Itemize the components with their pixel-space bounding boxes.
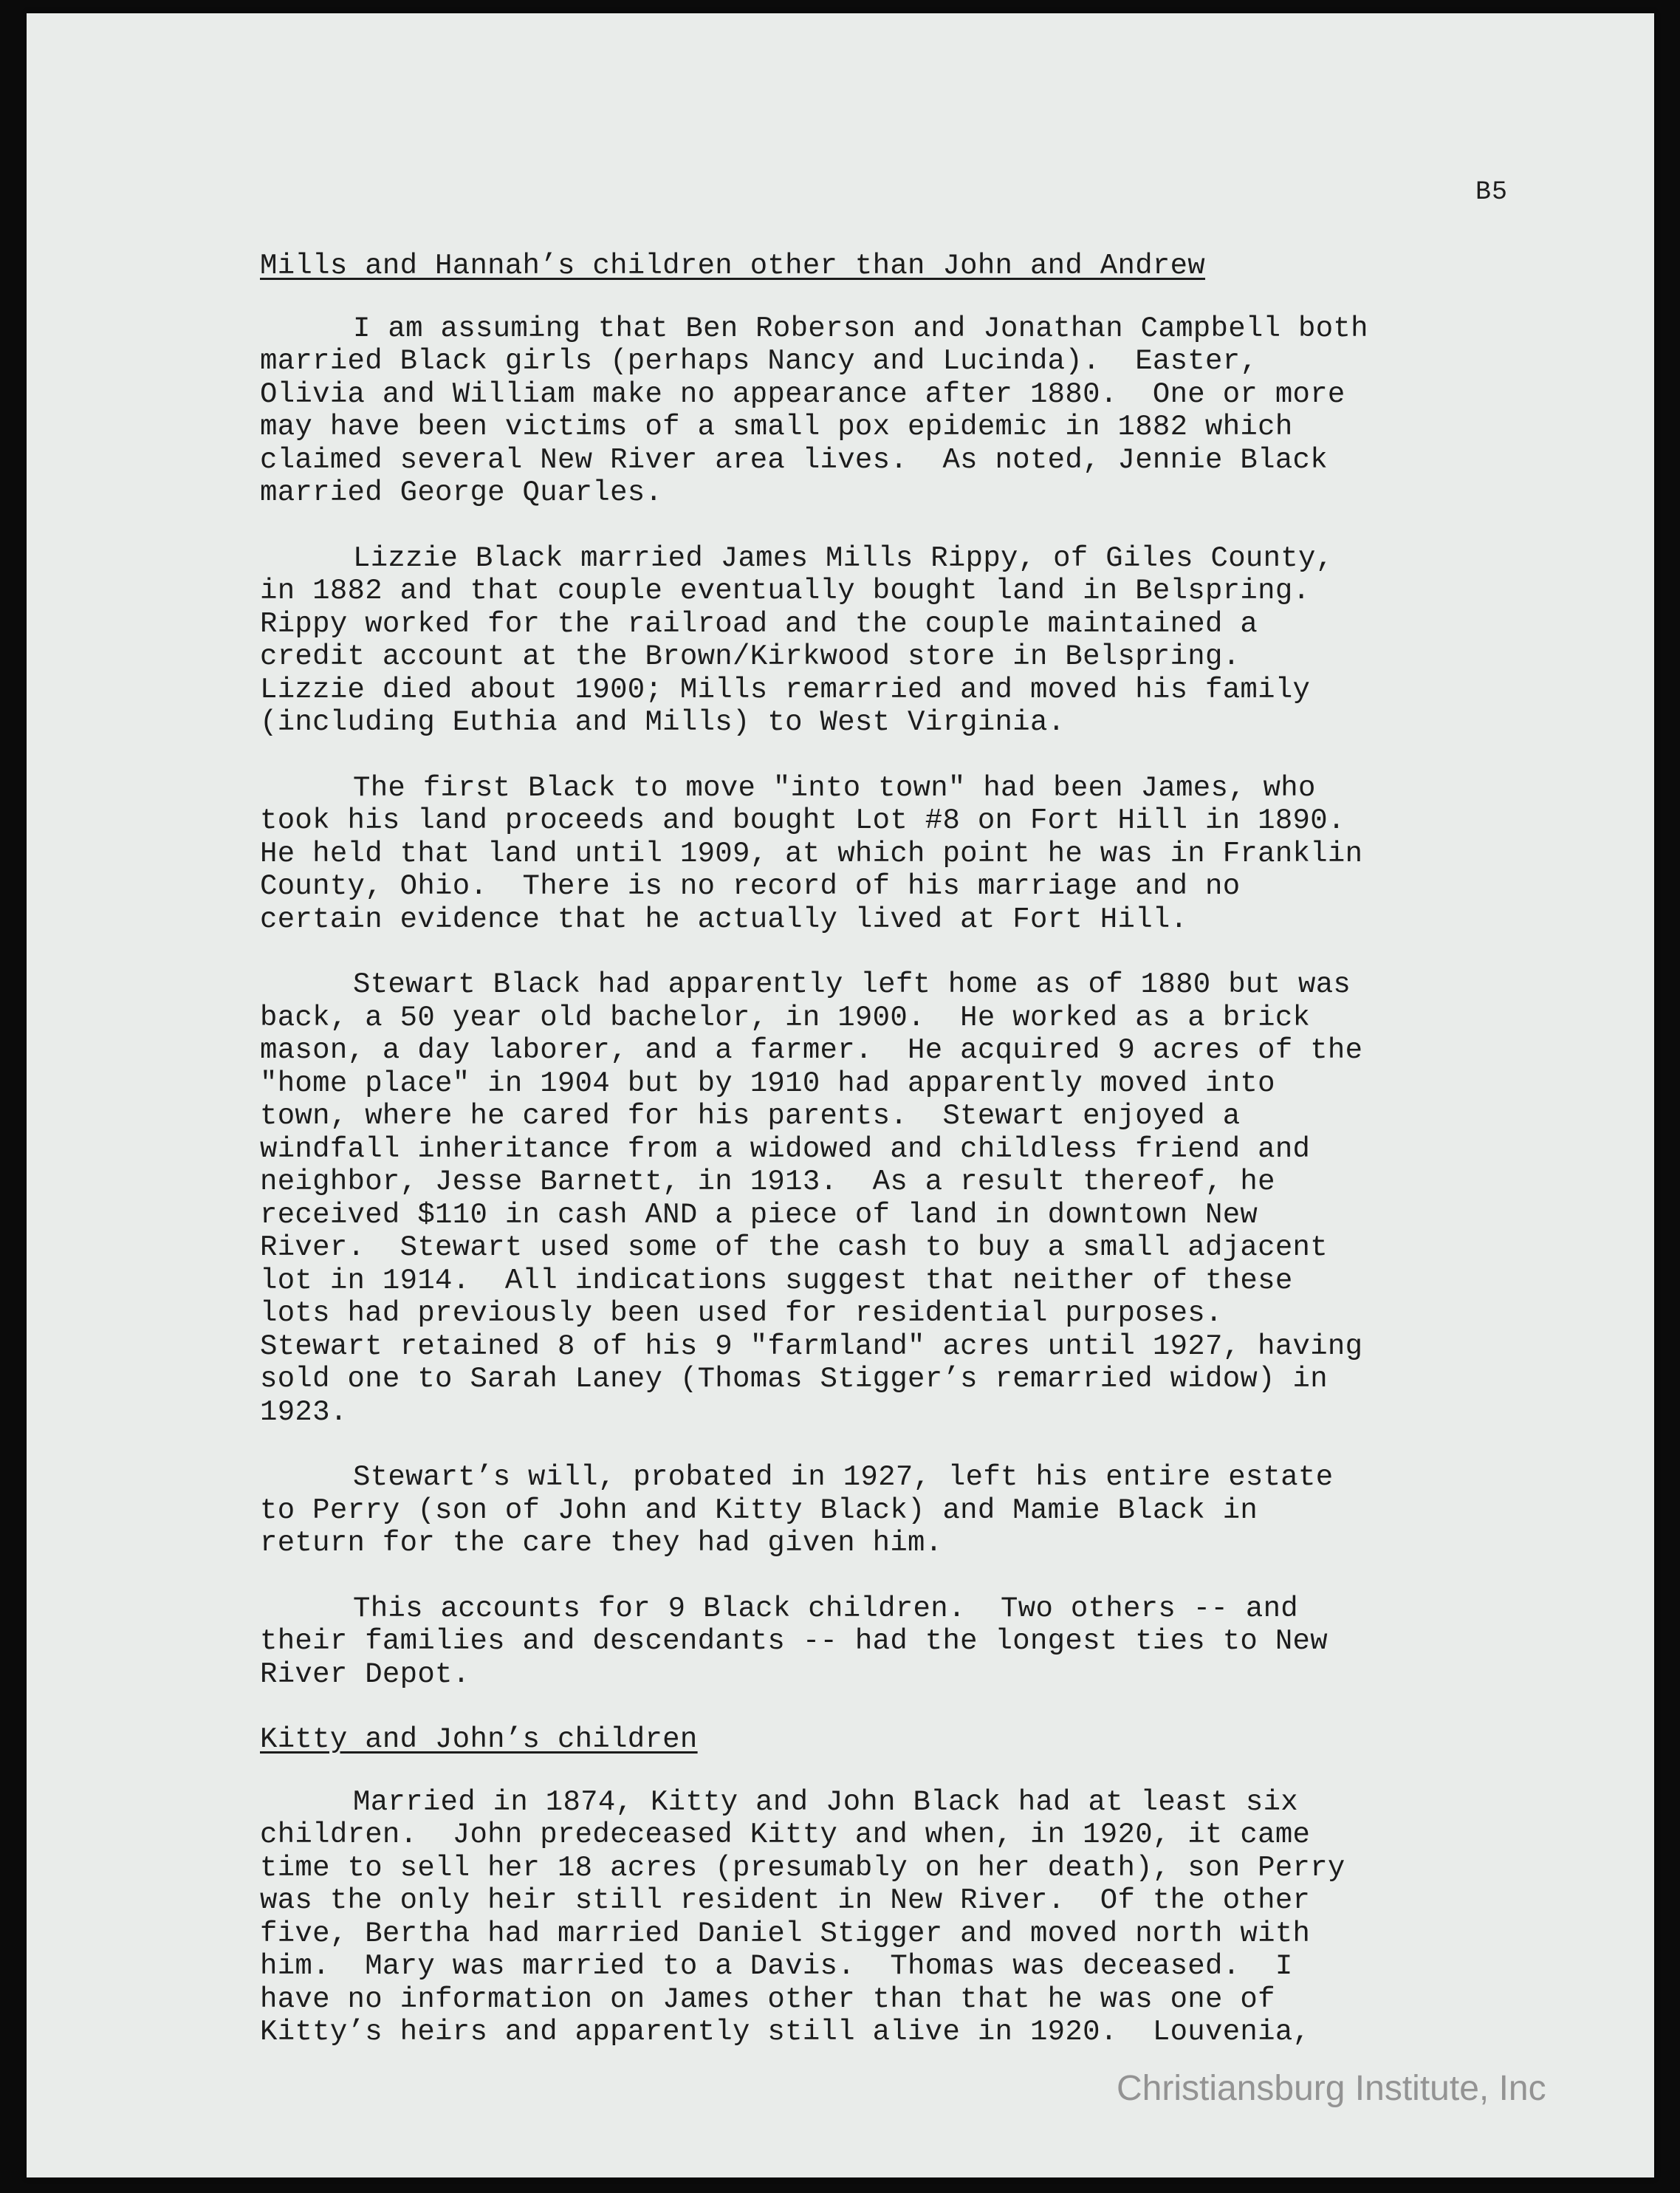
text-line: lots had previously been used for residential purposes.	[260, 1297, 1223, 1330]
text-line: Stewart retained 8 of his 9 "farmland" acres until 1927, having	[260, 1330, 1363, 1363]
text-line: River Depot.	[260, 1657, 470, 1691]
text-line: He held that land until 1909, at which point he was in Franklin	[260, 837, 1363, 870]
text-line: lot in 1914. All indications suggest that neither of these	[260, 1264, 1293, 1297]
text-line: Olivia and William make no appearance after 1880. One or more	[260, 377, 1345, 411]
text-line: mason, a day laborer, and a farmer. He acquired 9 acres of the	[260, 1034, 1363, 1067]
paragraph	[260, 1592, 1530, 1691]
text-line: (including Euthia and Mills) to West Virginia.	[260, 706, 1066, 739]
text-line: certain evidence that he actually lived at Fort Hill.	[260, 903, 1188, 936]
text-line: time to sell her 18 acres (presumably on her death), son Perry	[260, 1851, 1345, 1884]
text-line: children. John predeceased Kitty and when, in 1920, it came	[260, 1819, 1311, 1851]
text-line: "home place" in 1904 but by 1910 had apparently moved into	[260, 1067, 1275, 1100]
section-heading: Kitty and John’s children	[260, 1723, 698, 1756]
text-line: Married in 1874, Kitty and John Black had at least six	[353, 1785, 1299, 1819]
text-line: have no information on James other than that he was one of	[260, 1982, 1275, 2016]
watermark: Christiansburg Institute, Inc	[1117, 2069, 1546, 2108]
page-number: B5	[1475, 177, 1509, 207]
text-line: back, a 50 year old bachelor, in 1900. He worked as a brick	[260, 1001, 1311, 1034]
text-line: received $110 in cash AND a piece of land in downtown New	[260, 1198, 1258, 1231]
text-line: claimed several New River area lives. As noted, Jennie Black	[260, 443, 1328, 476]
text-line: This accounts for 9 Black children. Two others -- and	[353, 1592, 1299, 1625]
text-line: River. Stewart used some of the cash to buy a small adjacent	[260, 1231, 1328, 1264]
section-heading: Mills and Hannah’s children other than John and Andrew	[260, 250, 1206, 282]
text-line: sold one to Sarah Laney (Thomas Stigger’s remarried widow) in	[260, 1363, 1328, 1395]
text-line: him. Mary was married to a Davis. Thomas was deceased. I	[260, 1950, 1293, 1982]
paragraph	[260, 312, 1530, 510]
paragraph	[260, 772, 1530, 937]
text-line: five, Bertha had married Daniel Stigger and moved north with	[260, 1917, 1311, 1950]
document-page	[27, 13, 1654, 2177]
text-line: I am assuming that Ben Roberson and Jonathan Campbell both	[353, 312, 1368, 345]
text-line: town, where he cared for his parents. Stewart enjoyed a	[260, 1100, 1241, 1132]
text-line: Lizzie Black married James Mills Rippy, of Giles County,	[353, 541, 1334, 575]
text-line: their families and descendants -- had the longest ties to New	[260, 1625, 1328, 1657]
text-line: County, Ohio. There is no record of his marriage and no	[260, 870, 1241, 903]
paragraph	[260, 1461, 1530, 1560]
text-line: Lizzie died about 1900; Mills remarried and moved his family	[260, 673, 1311, 706]
document-body	[260, 250, 1530, 2081]
text-line: Stewart Black had apparently left home as of 1880 but was	[353, 968, 1351, 1001]
text-line: Rippy worked for the railroad and the couple maintained a	[260, 607, 1258, 640]
text-line: married George Quarles.	[260, 476, 663, 509]
text-line: neighbor, Jesse Barnett, in 1913. As a result thereof, he	[260, 1166, 1275, 1198]
text-line: was the only heir still resident in New River. Of the other	[260, 1884, 1311, 1917]
text-line: windfall inheritance from a widowed and childless friend and	[260, 1132, 1311, 1166]
paragraph	[260, 968, 1530, 1429]
text-line: return for the care they had given him.	[260, 1527, 943, 1559]
paragraph	[260, 1786, 1530, 2049]
text-line: Kitty’s heirs and apparently still alive in 1920. Louvenia,	[260, 2016, 1311, 2048]
text-line: in 1882 and that couple eventually bought land in Belspring.	[260, 575, 1311, 607]
text-line: credit account at the Brown/Kirkwood store in Belspring.	[260, 640, 1241, 673]
text-line: married Black girls (perhaps Nancy and Lucinda). Easter,	[260, 345, 1258, 377]
text-line: to Perry (son of John and Kitty Black) and Mamie Black in	[260, 1494, 1258, 1527]
paragraph	[260, 542, 1530, 739]
text-line: took his land proceeds and bought Lot #8 on Fort Hill in 1890.	[260, 804, 1345, 837]
text-line: The first Black to move "into town" had been James, who	[353, 771, 1316, 804]
text-line: may have been victims of a small pox epidemic in 1882 which	[260, 411, 1293, 443]
text-line: 1923.	[260, 1395, 348, 1429]
text-line: Stewart’s will, probated in 1927, left his entire estate	[353, 1461, 1334, 1494]
